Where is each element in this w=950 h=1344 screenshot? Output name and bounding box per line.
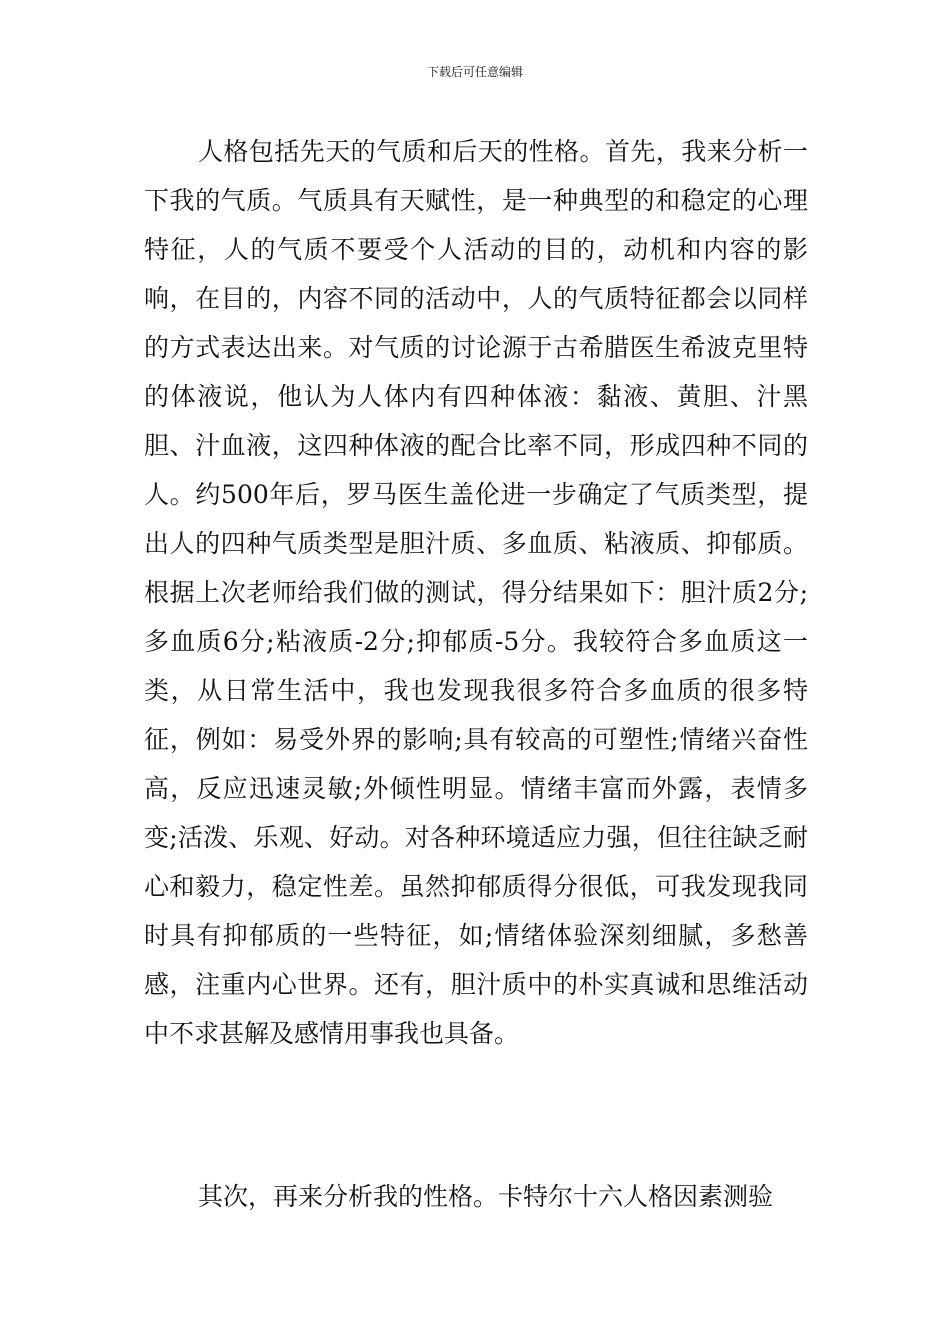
paragraph-character: 其次，再来分析我的性格。卡特尔十六人格因素测验 [198,1182,774,1211]
paragraph-temperament: 人格包括先天的气质和后天的性格。首先，我来分析一下我的气质。气质具有天赋性，是一种典型的和稳定的心理特征，人的气质不要受个人活动的目的，动机和内容的影响，在目的，内容不同的活动中，人的气质特征都会以同样的方式表达出来。对气质的讨论源于古希腊医生希波克里特的体液说，他认为人体内有四种体液：黏液、黄胆、汁黑胆、汁血液，这四种体液的配合比率不同，形成四种不同的人。约500年后，罗马医生盖伦进一步确定了气质类型，提出人的四种气质类型是胆汁质、多血质、粘液质、抑郁质。根据上次老师给我们做的测试，得分结果如下：胆汁质2分;多血质6分;粘液质-2分;抑郁质-5分。我较符合多血质这一类，从日常生活中，我也发现我很多符合多血质的很多特征，例如：易受外界的影响;具有较高的可塑性;情绪兴奋性高，反应迅速灵敏;外倾性明显。情绪丰富而外露，表情多变;活泼、乐观、好动。对各种环境适应力强，但往往缺乏耐心和毅力，稳定性差。虽然抑郁质得分很低，可我发现我同时具有抑郁质的一些特征，如;情绪体验深刻细腻，多愁善感，注重内心世界。还有，胆汁质中的朴实真诚和思维活动中不求甚解及感情用事我也具备。 [144,137,808,1048]
page-header: 下载后可任意编辑 [426,65,523,79]
